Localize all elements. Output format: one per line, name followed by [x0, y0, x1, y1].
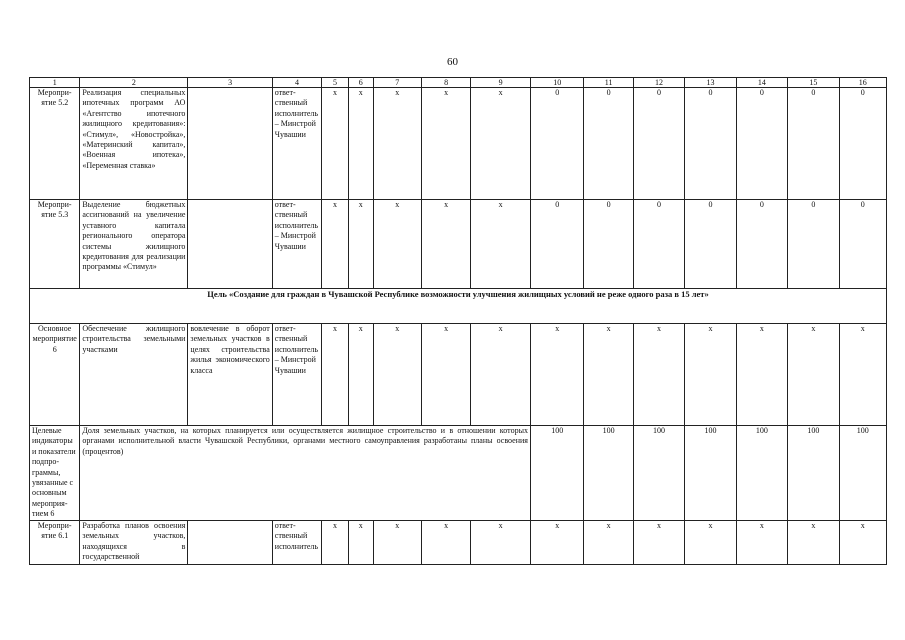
value-cell: x — [471, 324, 531, 426]
value-cell: x — [322, 200, 349, 289]
header-row — [30, 78, 887, 88]
indicator-value: 100 — [584, 426, 633, 521]
header-cell: 12 — [633, 78, 684, 88]
table-row — [30, 324, 887, 426]
value-cell: 0 — [736, 200, 787, 289]
value-cell: x — [348, 200, 373, 289]
measure-label: Основное мероприятие 6 — [30, 324, 80, 426]
header-cell: 4 — [272, 78, 321, 88]
indicator-value: 100 — [736, 426, 787, 521]
measure-objective: вовлечение в оборот земельных участков в целях строительства жилья экономического класса — [188, 324, 272, 426]
value-cell: x — [584, 324, 633, 426]
header-cell: 6 — [348, 78, 373, 88]
header-cell: 3 — [188, 78, 272, 88]
value-cell: x — [373, 88, 421, 200]
value-cell: x — [685, 324, 736, 426]
value-cell: 0 — [788, 88, 839, 200]
header-cell: 14 — [736, 78, 787, 88]
measure-objective — [188, 88, 272, 200]
responsible-executor: ответственный исполнитель — [272, 521, 321, 565]
value-cell: x — [348, 88, 373, 200]
value-cell: x — [788, 324, 839, 426]
responsible-executor: ответственный исполнитель – Минстрой Чувашии — [272, 324, 321, 426]
value-cell: x — [373, 521, 421, 565]
measure-label: Мероприятие 5.2 — [30, 88, 80, 200]
value-cell: x — [685, 521, 736, 565]
responsible-executor: ответственный исполнитель – Минстрой Чувашии — [272, 200, 321, 289]
value-cell: x — [348, 521, 373, 565]
value-cell: x — [530, 324, 583, 426]
table-row — [30, 88, 887, 200]
measure-label: Мероприятие 6.1 — [30, 521, 80, 565]
measure-description: Разработка планов освоения земельных участков, находящихся в государственной — [80, 521, 188, 565]
value-cell: x — [736, 521, 787, 565]
value-cell: x — [373, 324, 421, 426]
goal-heading: Цель «Создание для граждан в Чувашской Республике возможности улучшения жилищных условий не реже одного раза в 15 лет» — [30, 289, 887, 324]
page-number: 60 — [447, 56, 458, 68]
indicator-value: 100 — [530, 426, 583, 521]
goal-row — [30, 289, 887, 324]
value-cell: x — [471, 200, 531, 289]
value-cell: x — [584, 521, 633, 565]
value-cell: x — [421, 88, 470, 200]
value-cell: x — [373, 200, 421, 289]
value-cell: x — [322, 521, 349, 565]
measure-description: Реализация специальных ипотечных программ АО «Агентство ипотечного жилищного кредитования»: «Стимул», «Новостройка», «Материнский капитал», «Военная ипотека», «Переменная ставка» — [80, 88, 188, 200]
header-cell: 16 — [839, 78, 886, 88]
measure-description: Выделение бюджетных ассигнований на увеличение уставного капитала регионального оператора системы жилищного кредитования для реализации программы «Стимул» — [80, 200, 188, 289]
value-cell: x — [322, 324, 349, 426]
measure-objective — [188, 200, 272, 289]
indicator-value: 100 — [788, 426, 839, 521]
indicator-label: Целевые индикаторы и показатели подпрограммы, увязанные с основным мероприятием 6 — [30, 426, 80, 521]
indicator-value: 100 — [839, 426, 886, 521]
indicator-row — [30, 426, 887, 521]
value-cell: x — [736, 324, 787, 426]
value-cell: 0 — [736, 88, 787, 200]
value-cell: x — [421, 521, 470, 565]
measure-label: Мероприятие 5.3 — [30, 200, 80, 289]
value-cell: x — [633, 521, 684, 565]
value-cell: x — [421, 200, 470, 289]
header-cell: 5 — [322, 78, 349, 88]
value-cell: x — [421, 324, 470, 426]
value-cell: x — [471, 88, 531, 200]
value-cell: 0 — [788, 200, 839, 289]
header-cell: 2 — [80, 78, 188, 88]
header-cell: 9 — [471, 78, 531, 88]
value-cell: 0 — [633, 200, 684, 289]
program-table — [29, 77, 887, 565]
header-cell: 15 — [788, 78, 839, 88]
table-row — [30, 521, 887, 565]
value-cell: x — [788, 521, 839, 565]
measure-objective — [188, 521, 272, 565]
indicator-description: Доля земельных участков, на которых планируется или осуществляется жилищное строительство и в отношении которых органами исполнительной власти Чувашской Республики, органами местного самоуправления разработаны планы освоения (процентов) — [80, 426, 531, 521]
value-cell: 0 — [584, 88, 633, 200]
value-cell: x — [471, 521, 531, 565]
value-cell: x — [839, 521, 886, 565]
table-row — [30, 200, 887, 289]
value-cell: x — [348, 324, 373, 426]
header-cell: 8 — [421, 78, 470, 88]
indicator-value: 100 — [685, 426, 736, 521]
value-cell: 0 — [685, 88, 736, 200]
value-cell: x — [633, 324, 684, 426]
header-cell: 1 — [30, 78, 80, 88]
header-cell: 7 — [373, 78, 421, 88]
header-cell: 11 — [584, 78, 633, 88]
value-cell: 0 — [633, 88, 684, 200]
value-cell: x — [530, 521, 583, 565]
header-cell: 10 — [530, 78, 583, 88]
responsible-executor: ответственный исполнитель – Минстрой Чувашии — [272, 88, 321, 200]
value-cell: x — [839, 324, 886, 426]
value-cell: 0 — [685, 200, 736, 289]
value-cell: 0 — [584, 200, 633, 289]
value-cell: 0 — [530, 88, 583, 200]
header-cell: 13 — [685, 78, 736, 88]
indicator-value: 100 — [633, 426, 684, 521]
value-cell: 0 — [839, 200, 886, 289]
value-cell: 0 — [839, 88, 886, 200]
measure-description: Обеспечение жилищного строительства земельными участками — [80, 324, 188, 426]
value-cell: 0 — [530, 200, 583, 289]
value-cell: x — [322, 88, 349, 200]
